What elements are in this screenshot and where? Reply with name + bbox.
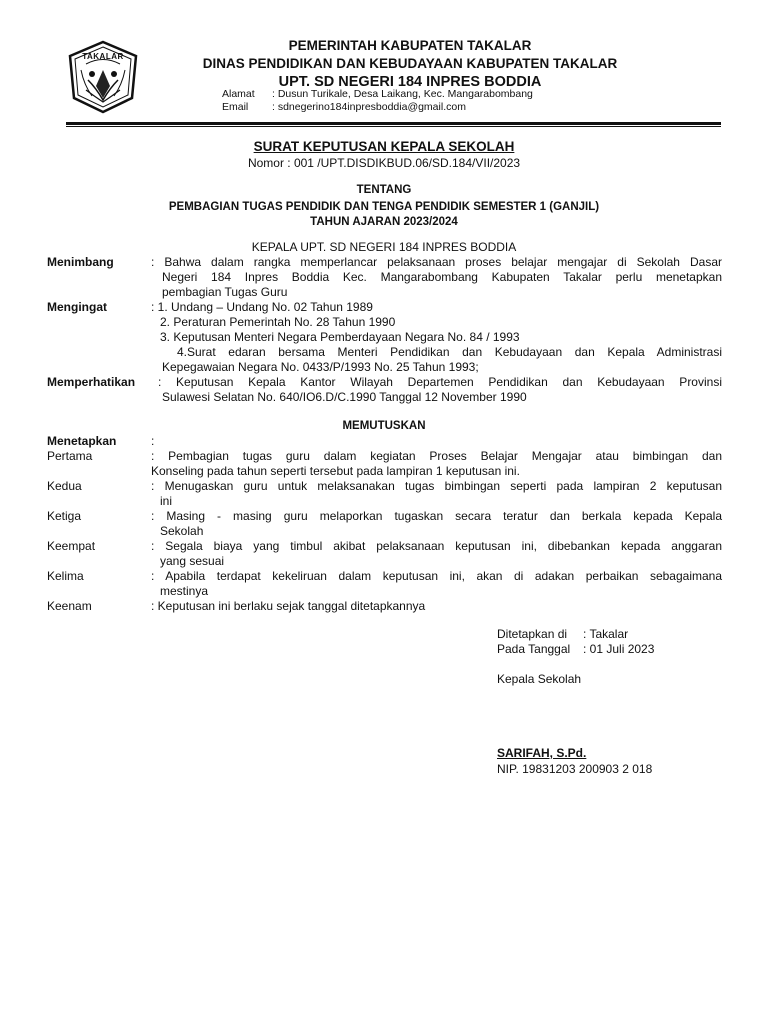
menetapkan-colon: : [151,434,155,448]
subject-line-2: TAHUN AJARAN 2023/2024 [310,216,458,228]
mengingat-item-1: : 1. Undang – Undang No. 02 Tahun 1989 [151,300,373,314]
tanggal-value: : 01 Juli 2023 [583,642,655,656]
logo-text: TAKALAR [82,52,124,61]
address-label: Alamat [222,88,255,100]
pertama-line-1: : Pembagian tugas guru dalam kegiatan Proses Belajar Mengajar atau bimbingan dan [151,449,722,463]
header-rule-thin [66,126,721,127]
letterhead [150,37,670,92]
kelima-line-2: mestinya [160,584,209,598]
address-block [222,88,533,114]
signatory-name: SARIFAH, S.Pd. [497,746,587,760]
mengingat-item-3: 3. Keputusan Menteri Negara Pemberdayaan Negara No. 84 / 1993 [160,330,520,344]
about-heading: TENTANG [356,184,412,196]
address-value: : Dusun Turikale, Desa Laikang, Kec. Mangarabombang [272,88,533,100]
ditetapkan-value: : Takalar [583,627,629,641]
subject-line-1: PEMBAGIAN TUGAS PENDIDIK DAN TENGA PENDIDIK SEMESTER 1 (GANJIL) [168,201,600,213]
keenam-line-1: : Keputusan ini berlaku sejak tanggal ditetapkannya [151,599,426,613]
principal-heading: KEPALA UPT. SD NEGERI 184 INPRES BODDIA [251,240,517,254]
mengingat-item-4-line-1: 4.Surat edaran bersama Menteri Pendidikan dan Kebudayaan dan Kepala Administrasi [177,345,722,359]
menimbang-label: Menimbang [47,255,114,269]
decree-number: Nomor : 001 /UPT.DISDIKBUD.06/SD.184/VII/2023 [247,156,521,170]
mengingat-item-4-line-2: Kepegawaian Negara No. 0433/P/1993 No. 25 Tahun 1993; [162,360,479,374]
pertama-label: Pertama [47,449,93,463]
keempat-line-1: : Segala biaya yang timbul akibat pelaksanaan keputusan ini, dibebankan kepada anggaran [151,539,722,553]
decree-title: SURAT KEPUTUSAN KEPALA SEKOLAH [253,139,515,154]
ditetapkan-label: Ditetapkan di [497,627,568,641]
mengingat-item-2: 2. Peraturan Pemerintah No. 28 Tahun 1990 [160,315,396,329]
kedua-label: Kedua [47,479,82,493]
kelima-line-1: : Apabila terdapat kekeliruan dalam keputusan ini, akan di adakan perbaikan sebagaimana [151,569,722,583]
mengingat-label: Mengingat [47,300,107,314]
memperhatikan-label: Memperhatikan [47,375,136,389]
menimbang-line-1: : Bahwa dalam rangka memperlancar pelaksanaan proses belajar mengajar di Sekolah Dasar [151,255,722,269]
decision-heading: MEMUTUSKAN [342,420,426,432]
ketiga-line-1: : Masing - masing guru melaporkan tugaskan secara teratur dan berkala kepada Kepala [151,509,722,523]
pertama-line-2: Konseling pada tahun seperti tersebut pada lampiran 1 keputusan ini. [151,464,520,478]
menetapkan-label: Menetapkan [47,434,117,448]
email-label: Email [222,101,249,113]
kelima-label: Kelima [47,569,84,583]
tanggal-label: Pada Tanggal [497,642,571,656]
menimbang-line-2: Negeri 184 Inpres Boddia Kec. Mangarabombang Kabupaten Takalar perlu menetapkan [162,270,722,284]
kedua-line-2: ini [160,494,173,508]
ketiga-label: Ketiga [47,509,82,523]
header-department: DINAS PENDIDIKAN DAN KEBUDAYAAN KABUPATEN TAKALAR [202,56,618,71]
header-rule-thick [66,122,721,125]
signatory-nip: NIP. 19831203 200903 2 018 [497,762,653,776]
signature-place-date [497,627,654,657]
keempat-label: Keempat [47,539,96,553]
keenam-label: Keenam [47,599,92,613]
menimbang-line-3: pembagian Tugas Guru [162,285,288,299]
signature-position: Kepala Sekolah [497,672,582,686]
memperhatikan-line-1: : Keputusan Kepala Kantor Wilayah Departemen Pendidikan dan Kebudayaan Provinsi [158,375,722,389]
header-government: PEMERINTAH KABUPATEN TAKALAR [288,38,532,53]
header-school: UPT. SD NEGERI 184 INPRES BODDIA [278,74,542,90]
ketiga-line-2: Sekolah [160,524,204,538]
kedua-line-1: : Menugaskan guru untuk melaksanakan tugas bimbingan seperti pada lampiran 2 keputusan [151,479,722,493]
keempat-line-2: yang sesuai [160,554,225,568]
email-value: : sdnegerino184inpresboddia@gmail.com [272,101,466,113]
memperhatikan-line-2: Sulawesi Selatan No. 640/IO6.D/C.1990 Tanggal 12 November 1990 [162,390,527,404]
